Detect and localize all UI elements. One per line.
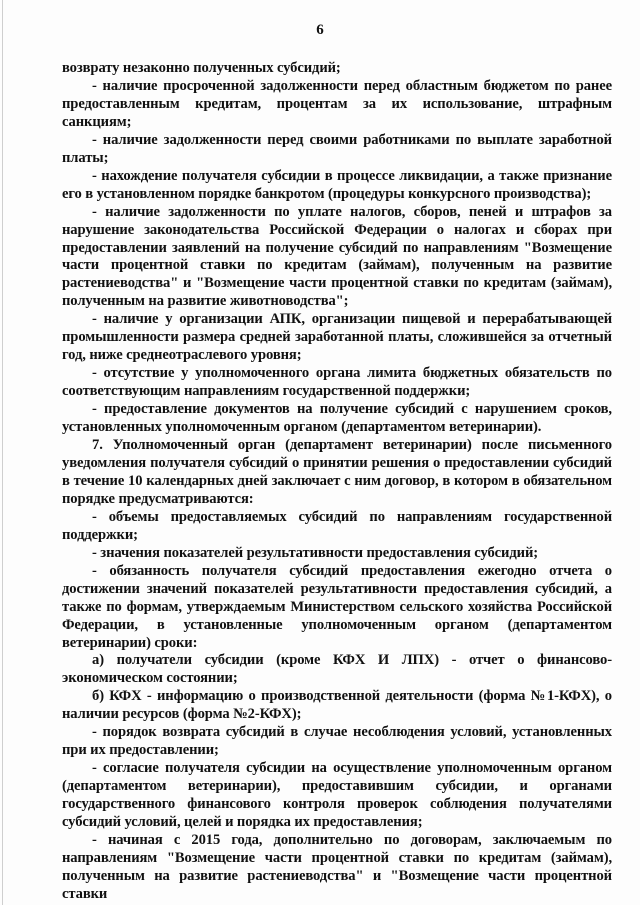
paragraph: - значения показателей результативности предоставления субсидий; <box>92 544 539 561</box>
paragraph: - порядок возврата субсидий в случае несоблюдения условий, установленных при их предоставлении; <box>62 724 612 759</box>
paragraph: - наличие задолженности по уплате налогов, сборов, пеней и штрафов за нарушение законодательства Российской Федерации о налогах и сборах при предоставлении заявлений на получение субсидий по направлениям "Возмещение части процентной ставки по кредитам (займам), полученным на развитие растениеводства" и "Возмещение части процентной ставки по кредитам (займам), полученным на развитие животноводства"; <box>62 203 612 310</box>
paragraph: - наличие задолженности перед своими работниками по выплате заработной платы; <box>62 131 612 166</box>
paragraph: - обязанность получателя субсидий предоставления ежегодно отчета о достижении значений показателей результативности предоставления субсидий, а также по формам, утверждаемым Министерством сельского хозяйства Российской Федерации, в установленные уполномоченным органом (департаментом ветеринарии) сроки: <box>62 562 612 651</box>
paragraph: - нахождение получателя субсидии в процессе ликвидации, а также признание его в установленном порядке банкротом (процедуры конкурсного производства); <box>62 167 612 202</box>
paragraph: - начиная с 2015 года, дополнительно по договорам, заключаемым по направлениям "Возмещение части процентной ставки по кредитам (займам), полученным на развитие растениеводства" и "Возмещение части процентной ставки <box>62 831 612 902</box>
paragraph: возврату незаконно полученных субсидий; <box>62 60 341 76</box>
paragraph: - наличие у организации АПК, организации пищевой и перерабатывающей промышленности размера средней заработанной платы, сложившейся за отчетный год, ниже среднеотраслевого уровня; <box>62 311 612 364</box>
page-number: 6 <box>316 22 324 38</box>
document-body <box>62 60 612 904</box>
scan-edge-line <box>2 0 3 905</box>
paragraph: - объемы предоставляемых субсидий по направлениям государственной поддержки; <box>62 508 612 543</box>
paragraph: - предоставление документов на получение субсидий с нарушением сроков, установленных уполномоченным органом (департаментом ветеринарии). <box>62 401 612 436</box>
paragraph: - согласие получателя субсидии на осуществление уполномоченным органом (департаментом ветеринарии), предоставившим субсидии, и органами государственного финансового контроля проверок соблюдения получателями субсидий условий, целей и порядка их предоставления; <box>62 760 612 831</box>
paragraph: а) получатели субсидии (кроме КФХ И ЛПХ) - отчет о финансово-экономическом состоянии; <box>62 652 612 687</box>
paragraph: - отсутствие у уполномоченного органа лимита бюджетных обязательств по соответствующим направлениям государственной поддержки; <box>62 365 612 400</box>
paragraph: - наличие просроченной задолженности перед областным бюджетом по ранее предоставленным кредитам, процентам за их использование, штрафным санкциям; <box>62 77 612 130</box>
paragraph: 7. Уполномоченный орган (департамент ветеринарии) после письменного уведомления получателя субсидий о принятии решения о предоставлении субсидий в течение 10 календарных дней заключает с ним договор, в котором в обязательном порядке предусматриваются: <box>62 437 612 507</box>
paragraph: б) КФХ - информацию о производственной деятельности (форма №1-КФХ), о наличии ресурсов (форма №2-КФХ); <box>62 688 612 723</box>
